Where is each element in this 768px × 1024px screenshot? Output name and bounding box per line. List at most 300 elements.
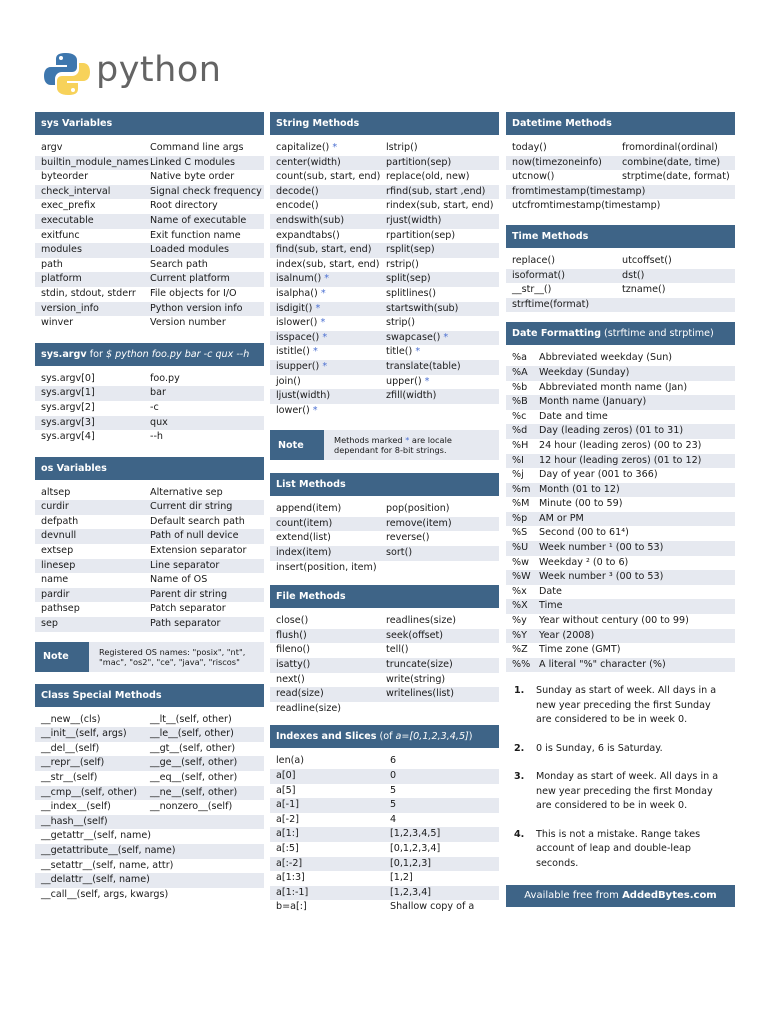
format-code-value: Weekday ² (0 to 6) [539,556,629,568]
datetime-methods-header: Datetime Methods [506,112,735,135]
file-method-key: fileno() [276,644,311,656]
sys-argv-table [35,366,264,445]
time-method-key: strftime(format) [512,298,590,310]
string-method-name: zfill(width) [386,390,437,402]
format-code-key: %W [512,571,531,583]
class-method-key: __getattr__(self, name) [41,830,152,842]
date-formatting-subtitle: (strftime and strptime) [601,328,714,340]
list-method-value: pop(position) [386,503,450,515]
class-method-row [35,888,264,903]
sys-argv-value: foo.py [150,372,180,384]
python-logo [44,52,224,96]
format-code-value: A literal "%" character (%) [539,658,666,670]
sys-argv-section [35,343,264,445]
format-code-row [506,570,735,585]
file-method-value: tell() [386,644,409,656]
footnotes [506,684,735,871]
string-note [270,430,499,460]
sys-variable-value: File objects for I/O [150,287,237,299]
time-method-row [506,298,735,313]
string-method-row [270,360,499,375]
string-method-right [386,156,451,171]
string-method-row [270,404,499,419]
string-method-row [270,389,499,404]
os-variable-key: pardir [41,588,70,600]
index-slice-value: Shallow copy of a [390,901,475,913]
os-variable-value: Extension separator [150,545,247,557]
format-code-value: Minute (00 to 59) [539,498,623,510]
star-marker: * [312,346,318,358]
string-method-left [276,199,386,214]
os-note-line-1: Registered OS names: "posix", "nt", [99,646,246,657]
string-method-name: capitalize() [276,142,330,153]
class-method-row [35,829,264,844]
string-method-right [386,243,435,258]
format-code-value: Date and time [539,410,608,422]
file-method-value: write(string) [386,673,446,685]
string-method-name: center(width) [276,156,341,168]
column-1 [35,112,264,902]
format-code-key: %A [512,366,528,378]
file-method-key: next() [276,673,305,685]
star-marker: * [320,317,326,329]
sys-variable-key: check_interval [41,185,111,197]
format-code-key: %H [512,439,529,451]
string-methods-table [270,135,499,418]
format-code-row [506,410,735,425]
string-method-left [276,316,386,331]
format-code-row [506,351,735,366]
class-method-key: __init__(self, args) [41,728,127,740]
file-method-value: seek(offset) [386,629,443,641]
sys-variable-value: Version number [150,317,226,329]
string-method-right [386,272,431,287]
index-slice-key: a[1:-1] [276,886,309,898]
os-variable-key: pathsep [41,603,80,615]
footnote-number: 1. [514,685,525,697]
datetime-method-key: fromtimestamp(timestamp) [512,185,646,197]
footnote [506,684,735,728]
sys-variable-row [35,243,264,258]
sys-variable-key: stdin, stdout, stderr [41,287,136,299]
datetime-method-value: combine(date, time) [622,156,721,168]
string-method-right [386,258,419,273]
column-3 [506,112,735,907]
format-code-row [506,366,735,381]
sys-variable-value: Loaded modules [150,244,230,256]
format-code-row [506,629,735,644]
file-methods-table [270,608,499,716]
string-method-name: strip() [386,317,415,329]
sys-argv-row [35,430,264,445]
file-methods-header: File Methods [270,585,499,608]
list-method-row [270,546,499,561]
format-code-key: %B [512,396,528,408]
string-method-name: join() [276,375,301,387]
string-method-name: istitle() [276,346,310,358]
sys-argv-title-for: for [86,348,106,360]
format-code-key: %S [512,527,528,539]
string-method-name: isalpha() [276,287,318,299]
sys-variable-value: Command line args [150,142,244,153]
date-formatting-header [506,322,735,345]
datetime-methods-section [506,112,735,214]
string-method-left [276,141,386,156]
sys-variable-value: Native byte order [150,171,235,183]
datetime-method-key: utcnow() [512,171,555,183]
string-method-row [270,170,499,185]
format-code-value: Year without century (00 to 99) [539,615,689,627]
footnote [506,828,735,872]
format-code-value: Month name (January) [539,396,647,408]
python-snake-icon [44,52,90,96]
datetime-method-row [506,170,735,185]
index-slice-key: a[:5] [276,842,299,854]
string-method-name: translate(table) [386,360,461,372]
format-code-row [506,424,735,439]
string-method-name: isdigit() [276,302,313,314]
index-slice-value: 4 [390,813,397,825]
class-methods-section [35,684,264,903]
class-method-key: __del__(self) [41,742,100,754]
string-method-right [386,302,458,317]
string-method-row [270,272,499,287]
time-method-value: utcoffset() [622,254,672,266]
sys-variable-key: executable [41,214,94,226]
format-code-key: %w [512,556,529,568]
string-method-row [270,302,499,317]
python-wordmark: python [96,50,222,90]
list-method-row [270,531,499,546]
class-method-key: __delattr__(self, name) [41,874,150,886]
class-method-key: __hash__(self) [41,815,108,827]
sys-argv-row [35,386,264,401]
datetime-methods-table [506,135,735,214]
class-method-row [35,727,264,742]
string-method-row [270,258,499,273]
string-method-right [386,316,415,331]
os-variable-value: Parent dir string [150,588,228,600]
sys-variable-row [35,170,264,185]
file-method-row [270,673,499,688]
format-code-key: %U [512,542,529,554]
footnote-text: Monday as start of week. All days in a new year preceding the first Monday are considered to be in week 0. [536,771,719,812]
format-code-value: Time zone (GMT) [539,644,621,656]
format-code-value: Abbreviated month name (Jan) [539,381,688,393]
format-code-row [506,541,735,556]
class-method-row [35,873,264,888]
sys-argv-value: -c [150,401,159,413]
list-method-key: append(item) [276,503,342,515]
os-variable-value: Path separator [150,618,221,630]
index-slice-value: [1,2,3,4] [390,886,432,898]
format-code-value: Day (leading zeros) (01 to 31) [539,425,684,437]
format-code-row [506,526,735,541]
string-method-name: rindex(sub, start, end) [386,200,494,212]
os-variable-row [35,544,264,559]
sys-argv-value: qux [150,416,168,428]
list-method-row [270,502,499,517]
string-method-row [270,331,499,346]
sys-argv-row [35,401,264,416]
file-method-value: readlines(size) [386,615,457,627]
list-methods-header: List Methods [270,473,499,496]
string-method-left [276,345,386,360]
star-marker: * [322,331,328,343]
sys-argv-key: sys.argv[0] [41,372,95,384]
indexes-title-of: (of [376,731,396,743]
sys-variable-row [35,287,264,302]
list-method-value: reverse() [386,532,430,544]
star-marker: * [332,142,338,153]
string-method-name: title() [386,346,413,358]
os-variable-value: Current dir string [150,501,233,513]
format-code-key: %I [512,454,524,466]
index-slice-key: a[1:3] [276,872,305,884]
string-method-name: index(sub, start, end) [276,258,380,270]
class-method-row [35,815,264,830]
format-code-key: %c [512,410,527,422]
class-method-value: __le__(self, other) [150,728,234,740]
string-method-right [386,375,429,390]
class-method-key: __cmp__(self, other) [41,786,137,798]
time-method-row [506,283,735,298]
string-method-right [386,389,436,404]
string-method-row [270,199,499,214]
os-variable-row [35,500,264,515]
datetime-method-row [506,185,735,200]
class-method-key: __setattr__(self, name, attr) [41,859,174,871]
string-method-name: rstrip() [386,258,419,270]
indexes-table [270,748,499,915]
sys-variable-value: Root directory [150,200,218,212]
string-method-name: encode() [276,200,319,212]
list-methods-table [270,496,499,575]
os-variable-key: extsep [41,545,74,557]
string-method-name: swapcase() [386,331,441,343]
sys-variables-table [35,135,264,331]
class-method-value: __ge__(self, other) [150,757,238,769]
os-variables-section [35,457,264,632]
sys-variable-row [35,316,264,331]
os-note-line-2: "mac", "os2", "ce", "java", "riscos" [99,656,240,667]
sys-argv-value: --h [150,431,164,443]
star-marker: * [424,375,430,387]
string-note-text [324,430,458,460]
class-method-value: __lt__(self, other) [150,713,232,725]
sys-variable-row [35,156,264,171]
star-marker: * [315,302,321,314]
datetime-method-key: today() [512,142,547,153]
string-method-name: isalnum() [276,273,322,285]
time-method-key: __str__() [512,284,552,296]
os-variable-row [35,617,264,632]
string-note-tag: Note [270,430,324,460]
list-method-value: sort() [386,547,413,559]
format-code-value: Abbreviated weekday (Sun) [539,352,673,364]
format-code-row [506,658,735,673]
class-method-row [35,859,264,874]
string-method-row [270,345,499,360]
format-code-row [506,483,735,498]
string-method-left [276,360,386,375]
class-method-row [35,800,264,815]
sys-variable-value: Current platform [150,273,230,285]
os-variable-key: name [41,574,69,586]
time-method-row [506,254,735,269]
string-method-right [386,360,461,375]
os-note-text [89,642,251,672]
file-method-row [270,658,499,673]
string-method-right [386,141,418,156]
file-method-key: readline(size) [276,702,342,714]
file-method-key: flush() [276,629,307,641]
string-method-row [270,185,499,200]
os-note-tag: Note [35,642,89,672]
class-method-row [35,771,264,786]
star-marker: * [324,273,330,285]
string-method-right [386,170,470,185]
string-method-name: count(sub, start, end) [276,171,381,183]
format-code-key: %p [512,512,528,524]
sys-argv-header [35,343,264,366]
string-note-line-1b: are locale [409,435,452,446]
index-slice-key: b=a[:] [276,901,307,913]
class-method-key: __getattribute__(self, name) [41,844,176,856]
os-variable-key: sep [41,618,58,630]
os-variable-row [35,602,264,617]
string-method-right [386,185,485,200]
string-method-left [276,156,386,171]
index-slice-key: a[0] [276,770,296,781]
format-code-value: Weekday (Sunday) [539,366,630,378]
time-method-value: tzname() [622,284,666,296]
footnote-number: 4. [514,828,525,840]
format-code-value: Time [539,600,563,612]
format-code-value: 12 hour (leading zeros) (01 to 12) [539,454,702,466]
index-slice-value: [1,2,3,4,5] [390,828,441,840]
format-code-value: Month (01 to 12) [539,483,620,495]
indexes-header [270,725,499,748]
star-marker: * [322,360,328,372]
star-marker: * [312,404,318,416]
format-code-value: Date [539,585,562,597]
index-slice-row [270,798,499,813]
os-variable-value: Default search path [150,515,245,527]
format-code-key: %d [512,425,528,437]
footer-banner[interactable] [506,885,735,907]
sys-variable-key: path [41,258,63,270]
star-marker: * [405,435,410,446]
list-method-row [270,517,499,532]
string-methods-header: String Methods [270,112,499,135]
time-method-row [506,269,735,284]
os-variable-value: Alternative sep [150,486,223,498]
sys-variables-section [35,112,264,331]
string-method-right [386,229,455,244]
string-method-right [386,199,493,214]
format-code-key: %M [512,498,530,510]
class-method-row [35,786,264,801]
sys-variable-row [35,141,264,156]
os-variable-value: Patch separator [150,603,226,615]
class-method-value: __gt__(self, other) [150,742,236,754]
string-method-row [270,375,499,390]
sys-variable-row [35,258,264,273]
string-method-row [270,243,499,258]
format-code-row [506,599,735,614]
string-method-name: rfind(sub, start ,end) [386,185,486,197]
format-code-key: %Z [512,644,528,656]
os-variable-key: curdir [41,501,69,513]
column-2 [270,112,499,915]
list-method-key: count(item) [276,517,333,529]
class-method-row [35,756,264,771]
os-variable-value: Line separator [150,559,220,571]
format-code-key: %Y [512,629,527,641]
string-method-name: find(sub, start, end) [276,244,372,256]
string-method-right [386,345,420,360]
file-method-key: read(size) [276,688,324,700]
format-code-value: AM or PM [539,512,584,524]
string-method-name: partition(sep) [386,156,452,168]
string-method-left [276,258,386,273]
date-formatting-title: Date Formatting [512,328,601,340]
os-variable-row [35,529,264,544]
sys-variable-value: Signal check frequency [150,185,262,197]
indexes-section [270,725,499,915]
index-slice-row [270,886,499,901]
index-slice-row [270,842,499,857]
string-method-left [276,272,386,287]
os-variables-header: os Variables [35,457,264,480]
string-method-name: rpartition(sep) [386,229,456,241]
sys-variable-row [35,272,264,287]
file-method-row [270,643,499,658]
format-code-row [506,439,735,454]
indexes-list: a=[0,1,2,3,4,5] [395,731,469,743]
footnote-text: Sunday as start of week. All days in a new year preceding the first Sunday are considered to be in week 0. [536,685,717,726]
os-variable-row [35,573,264,588]
sys-variable-row [35,199,264,214]
class-method-key: __repr__(self) [41,757,105,769]
class-method-row [35,713,264,728]
string-method-left [276,243,386,258]
sys-variable-value: Linked C modules [150,156,236,168]
class-method-row [35,742,264,757]
format-code-key: %% [512,658,531,670]
format-code-key: %a [512,352,527,364]
string-method-name: startswith(sub) [386,302,459,314]
string-method-left [276,185,386,200]
string-method-name: lower() [276,404,310,416]
index-slice-value: 5 [390,784,397,796]
date-formatting-section [506,322,735,672]
file-method-key: close() [276,615,309,627]
string-method-name: rsplit(sep) [386,244,435,256]
datetime-method-key: utcfromtimestamp(timestamp) [512,200,661,212]
string-method-name: splitlines() [386,287,436,299]
string-method-row [270,287,499,302]
file-method-row [270,614,499,629]
footnote [506,742,735,757]
sys-argv-key: sys.argv[3] [41,416,95,428]
string-method-left [276,404,386,419]
os-variable-row [35,486,264,501]
footer-site-link[interactable]: AddedBytes.com [622,890,717,902]
sys-argv-key: sys.argv[4] [41,431,95,443]
index-slice-row [270,754,499,769]
